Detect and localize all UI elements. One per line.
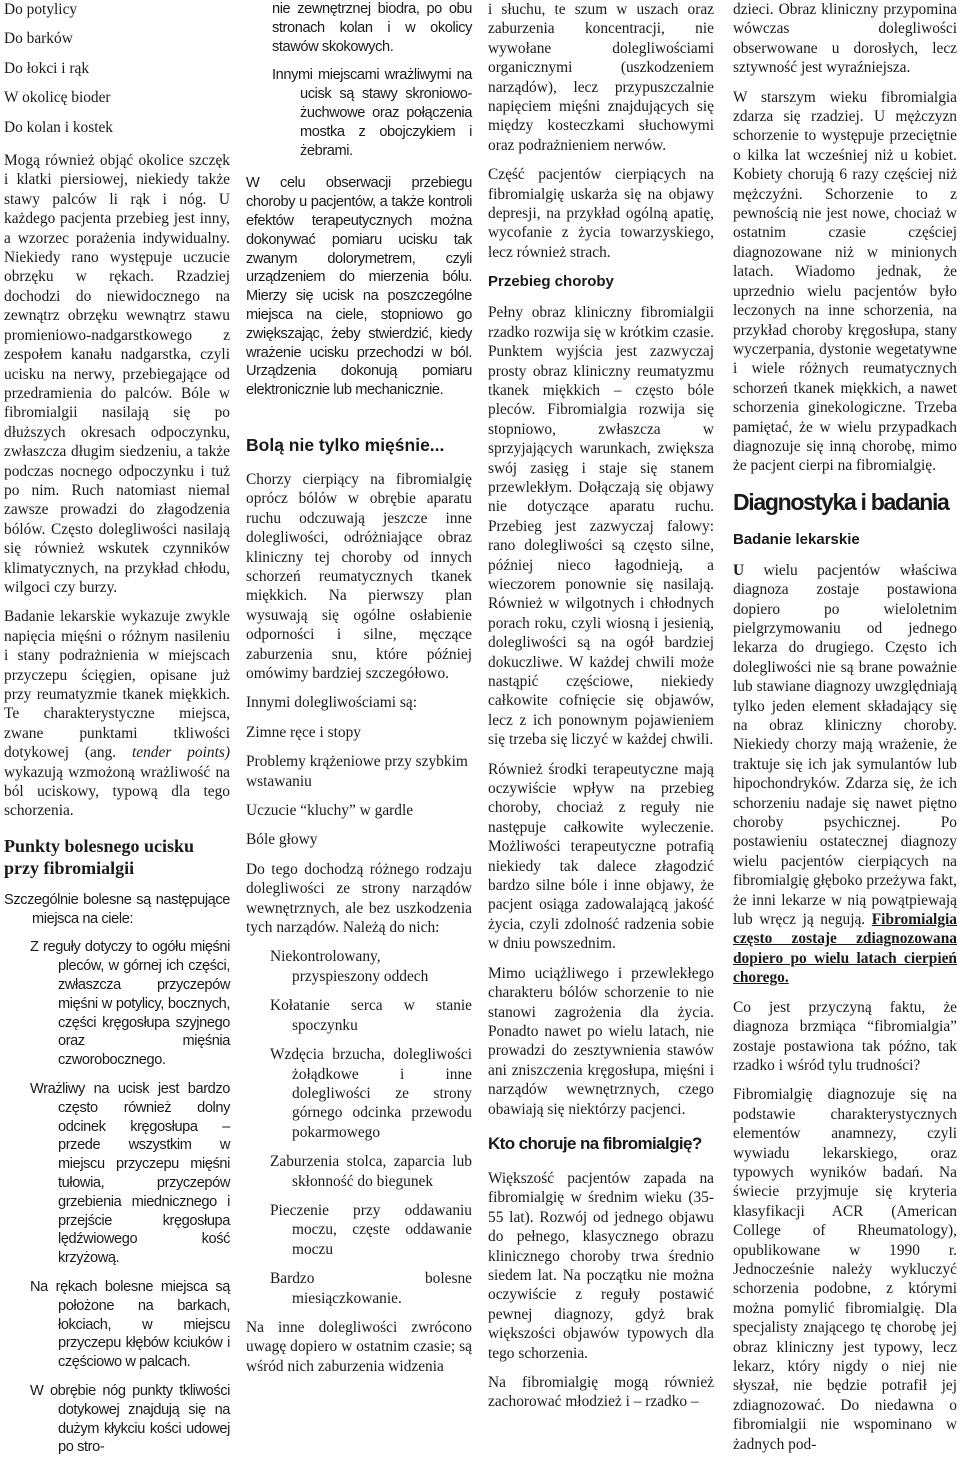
list-item: Bardzo bolesne miesiączkowanie. bbox=[270, 1270, 472, 1307]
list-item: Do kolan i kostek bbox=[4, 118, 114, 136]
paragraph-celu: W celu obserwacji przebiegu choroby u pacjentów, a także kontroli efektów terapeutycznych można dokonywać pomiaru ucisku tak zwanym dolorymetrem, czyli urządzeniem do mierzenia bólu. Mierzy się ucisk na poszczególne miejsca na ciele, stopniowo go zwiększając, żeby stwierdzić, kiedy wrażenie ucisku przechodzi w ból. Urządzenia dokonują pomiaru elektronicznie lub mechanicznie. bbox=[246, 175, 472, 399]
paragraph-czesc: Część pacjentów cierpiących na fibromialgię uskarża się na objawy depresji, na przykład ogólną apatię, wycofanie z życia towarzyskiego, lecz również strach. bbox=[488, 166, 714, 261]
paragraph-tego: Do tego dochodzą różnego rodzaju dolegliwości ze strony narządów wewnętrznych, ale bez uszkodzenia tych narządów. Należą do nich: bbox=[246, 860, 472, 937]
list-item: Do barków bbox=[4, 30, 73, 48]
paragraph-badanie: Badanie lekarskie wykazuje zwykle napięcia mięśni o różnym nasileniu i stany podrażnienia w miejscach przyczepu ścięgien, opisane już przy reumatyzmie tkanek miękkich. Te charakterystyczne miejsca, zwane punktami tkliwości dotykowej (ang. tender points) wykazują wzmożoną wrażliwość na ból uciskowy, typową dla tego schorzenia. bbox=[4, 608, 230, 820]
list-item: Uczucie “kluchy” w gardle bbox=[246, 802, 414, 820]
column-3 bbox=[488, 0, 714, 1411]
list-item: W obrębie nóg punkty tkliwości dotykowej znajdują się na dużym kłykciu kości udowej po stro- bbox=[30, 1382, 230, 1456]
paragraph-spread: Mogą również objąć okolice szczęk i klatki piersiowej, niekiedy także stawy palców li rąk i nóg. U każdego pacjenta przebieg jest inny, a wzorzec porażenia indywidualny. Niekiedy rano występuje uczucie obrzęku w rękach. Rzadziej dochodzi do niewidocznego na zewnątrz obrzęku wewnątrz stawu promieniowo-nadgarstkowego z zespołem kanału nadgarstka, czyli ucisku na nerwy, przebiegające od przedramienia do palców. Bóle w fibromialgii nasilają się po dłuższych okresach odpoczynku, zwłaszcza długim siedzeniu, a także podczas nocnego odpoczynku i tuż po nim. Ruch natomiast niemal zawsze prowadzi do złagodzenia bólów. Często dolegliwości nasilają się również wskutek czynników klimatycznych, na przykład chłodu, wilgoci czy burzy. bbox=[4, 152, 230, 596]
heading-bola: Bolą nie tylko mięśnie... bbox=[246, 434, 445, 455]
list-item: Pieczenie przy oddawaniu moczu, częste oddawanie moczu bbox=[270, 1201, 472, 1258]
intro-innymi: Innymi dolegliwościami są: bbox=[246, 694, 417, 712]
list-item: Niekontrolowany, przyspieszony oddech bbox=[270, 948, 429, 985]
paragraph-mimo: Mimo uciążliwego i przewlekłego charakteru bólów schorzenie to nie stanowi zagrożenia dla życia. Ponadto nawet po wielu latach, nie prowadzi do zesztywnienia stawów ani zniszczenia kręgosłupa, mięśni i narządów wewnętrznych, czego obawiają się niektórzy pacjenci. bbox=[488, 964, 714, 1118]
list-item: Do łokci i rąk bbox=[4, 59, 90, 77]
heading-przebieg: Przebieg choroby bbox=[488, 273, 614, 291]
column-4 bbox=[733, 0, 957, 1453]
paragraph-u-wielu: U wielu pacjentów właściwa diagnoza zostaje postawiona dopiero po wieloletnim pielgrzymowaniu od jednego lekarza do drugiego. Często ich dolegliwości nie są brane poważnie lub stawiane diagnozy uwzględniają tylko jeden element składający się na obraz kliniczny choroby. Niekiedy chorzy mają wrażenie, że traktuje się ich jak symulantów lub hipochondryków. Zdarza się, że ich schorzeniu nadaje się nawet piętno choroby psychicznej. Po postawieniu ostatecznej diagnozy wielu pacjentów cierpiących na fibromialgię głęboko przeżywa fakt, że inni lekarze w nią powątpiewają lub wręcz ją negują. Fibromialgia często zostaje zdiagnozowana dopiero po wielu latach cierpień chorego. bbox=[733, 561, 957, 987]
paragraph-inne: Na inne dolegliwości zwrócono uwagę dopiero w ostatnim czasie; są wśród nich zaburzenia widzenia bbox=[246, 1318, 472, 1375]
list-item: Zimne ręce i stopy bbox=[246, 723, 361, 741]
subheading-badanie: Badanie lekarskie bbox=[733, 530, 860, 548]
list-item: Bóle głowy bbox=[246, 831, 318, 849]
list-item: Z reguły dotyczy to ogółu mięśni pleców, w górnej ich części, zwłaszcza przyczepów mięśni w potylicy, bocznych, części kręgosłupa szyjnego oraz mięśnia czworobocznego. bbox=[30, 939, 230, 1069]
paragraph-na-fibro: Na fibromialgię mogą również zachorować młodzież i – rzadko – bbox=[488, 1374, 714, 1411]
list-item: Innymi miejscami wrażliwymi na ucisk są stawy skroniowo-żuchwowe oraz połączenia mostka z obojczykiem i żebrami. bbox=[272, 67, 472, 159]
heading-diagnostyka: Diagnostyka i badania bbox=[733, 488, 949, 515]
paragraph-dzieci: dzieci. Obraz kliniczny przypomina wówczas dolegliwości obserwowane u dorosłych, lecz sztywność jest wyraźniejsza. bbox=[733, 1, 957, 77]
paragraph-starszym: W starszym wieku fibromialgia zdarza się rzadziej. U mężczyzn schorzenie to występuje przeciętnie o kilka lat wcześniej niż u kobiet. Kobiety chorują 6 razy częściej niż mężczyźni. Schorzenie to z pewnością nie jest nowe, chociaż w ostatnim czasie częściej diagnozowane niż w minionych latach. Wiadomo jednak, że uprzednio wielu pacjentów było leczonych na inne schorzenia, na przykład choroby kręgosłupa, stany wyczerpania, dystonie wegetatywne i wiele różnych reumatycznych schorzeń tkanek miękkich, a nawet schorzenia ginekologiczne. Trzeba pamiętać, że w wielu przypadkach diagnozuje się inną chorobę, mimo że pacjent cierpi na fibromialgię. bbox=[733, 88, 957, 475]
paragraph-sluchu: i słuchu, te szum w uszach oraz zaburzenia koncentracji, nie wywołane dolegliwościami organicznymi (uszkodzeniem narządów), lecz przypuszczalnie napięciem mięśni znajdujących się między kosteczkami słuchowymi oraz podrażnieniem nerwów. bbox=[488, 1, 714, 154]
list-item-continued: nie zewnętrznej biodra, po obu stronach kolan i w okolicy stawów skokowych. bbox=[272, 1, 472, 55]
paragraph-co-jest: Co jest przyczyną faktu, że diagnoza brzmiąca “fibromialgia” zostaje postawiona tak późno, tak rzadko i wśród tylu trudności? bbox=[733, 998, 957, 1074]
paragraph-chorzy: Chorzy cierpiący na fibromialgię oprócz bólów w obrębie aparatu ruchu odczuwają jeszcze inne dolegliwości, odróżniające obraz kliniczny tej choroby od innych schorzeń reumatycznych tkanek miękkich. Na pierwszy plan wysuwają się ogólne osłabienie odporności i silne, męczące zaburzenia snu, które później omówimy bardziej szczegółowo. bbox=[246, 470, 472, 682]
paragraph-fibro-opiera: Fibromialgię diagnozuje się na podstawie charakterystycznych elementów anamnezy, czyli wywiadu lekarskiego, oraz typowych wyników badań. Na świecie przyjmuje się kryteria klasyfikacji ACR (American College of Rheumatology), opublikowane w 1990 r. Jednocześnie należy wykluczyć schorzenia podobne, z którymi można pomylić fibromialgię. Dla specjalisty znającego tę chorobę jej obraz kliniczny jest typowy, lecz lekarz, który nigdy o niej nie słyszał, nie będzie potrafił jej zdiagnozować. Do niedawna o fibromialgii nie wspominano w żadnych pod- bbox=[733, 1086, 957, 1453]
heading-kto: Kto choruje na fibromialgię? bbox=[488, 1133, 702, 1153]
list-item: Wzdęcia brzucha, dolegliwości żołądkowe i inne dolegliwości ze strony górnego odcinka przewodu pokarmowego bbox=[270, 1046, 472, 1141]
list-item: Wrażliwy na ucisk jest bardzo często również dolny odcinek kręgosłupa – przede wszystkim w miejscu przyczepu mięśni tułowia, przyczepów grzebienia miednicznego i przejście kręgosłupa lędźwiowego kość krzyżową. bbox=[30, 1081, 230, 1267]
paragraph-pelny: Pełny obraz kliniczny fibromialgii rzadko rozwija się w krótkim czasie. Punktem wyjścia jest zazwyczaj prosty obraz kliniczny reumatyzmu tkanek miękkich – często bóle pleców. Fibromialgia rozwija się stopniowo, zwłaszcza w sprzyjających warunkach, zwiększa swój zasięg i staje się stanem przewlekłym. Dołączają się objawy nie dotyczące aparatu ruchu. Przebieg jest zazwyczaj falowy: rano dolegliwości są często silne, później nieco łagodnieją, a wieczorem ponownie się nasilają. Również w wilgotnych i chłodnych porach roku, czyli wiosną i jesienią, dolegliwości są na ogół bardziej dokuczliwe. W każdej chwili może nastąpić częściowe, niekiedy całkowite cofnięcie się objawów, lecz z ich ponownym pojawieniem się trzeba się liczyć w każdej chwili. bbox=[488, 304, 714, 749]
list-item: Zaburzenia stolca, zaparcia lub skłonność do biegunek bbox=[270, 1153, 472, 1190]
list-item: Kołatanie serca w stanie spoczynku bbox=[270, 997, 472, 1034]
column-1 bbox=[4, 0, 230, 1456]
intro-punkty: Szczególnie bolesne są następujące miejsca na ciele: bbox=[4, 891, 230, 927]
heading-punkty: Punkty bolesnego ucisku przy fibromialgii bbox=[4, 835, 195, 878]
list-item: Do potylicy bbox=[4, 1, 78, 18]
paragraph-rowniez: Również środki terapeutyczne mają oczywiście wpływ na przebieg choroby, chociaż z reguły nie następuje całkowite wyleczenie. Możliwości terapeutyczne potrafią niekiedy tak dalece złagodzić bardzo silne bóle i inne objawy, że pacjent osiąga zadowalającą jakość życia, czyli zdolność radzenia sobie w dniu powszednim. bbox=[488, 760, 714, 953]
list-item: Na rękach bolesne miejsca są położone na barkach, łokciach, w miejscu przyczepu kłębów kciuków i częściowo w palcach. bbox=[30, 1278, 230, 1371]
list-item: Problemy krążeniowe przy szybkim wstawaniu bbox=[246, 753, 468, 790]
column-2 bbox=[246, 0, 472, 1392]
paragraph-wiekszosc: Większość pacjentów zapada na fibromialgię w średnim wieku (35-55 lat). Rozwój od jednego objawu do pełnego, klasycznego obrazu klinicznego choroby trwa średnio siedem lat. Na początku nie można oczywiście z reguły postawić pewnej diagnozy, gdyż brak większości objawów typowych dla tego schorzenia. bbox=[488, 1169, 714, 1362]
list-item: W okolicę bioder bbox=[4, 89, 111, 107]
